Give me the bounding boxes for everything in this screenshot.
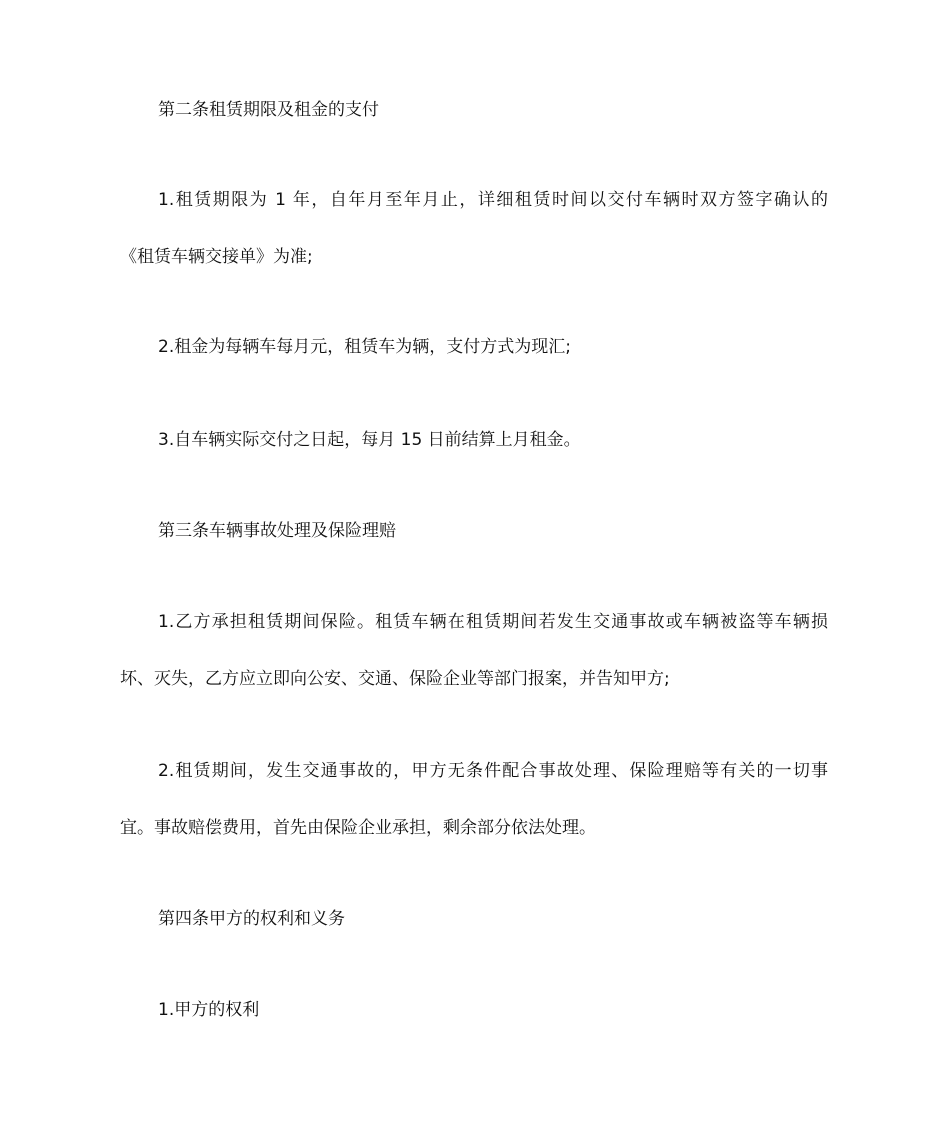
article-2-clause-1-line-1: 1.租赁期限为 1 年，自年月至年月止，详细租赁时间以交付车辆时双方签字确认的 (158, 190, 828, 210)
article-3-clause-2-line-1: 2.租赁期间，发生交通事故的，甲方无条件配合事故处理、保险理赔等有关的一切事 (158, 761, 828, 781)
article-2-clause-3: 3.自车辆实际交付之日起，每月 15 日前结算上月租金。 (158, 430, 581, 450)
article-2-clause-1-line-2: 《租赁车辆交接单》为准; (120, 247, 313, 267)
article-3-clause-2-line-2: 宜。事故赔偿费用，首先由保险企业承担，剩余部分依法处理。 (120, 818, 596, 838)
article-2-heading: 第二条租赁期限及租金的支付 (158, 100, 379, 120)
article-3-heading: 第三条车辆事故处理及保险理赔 (158, 521, 396, 541)
article-4-clause-1: 1.甲方的权利 (158, 1000, 260, 1020)
article-3-clause-1-line-2: 坏、灭失，乙方应立即向公安、交通、保险企业等部门报案，并告知甲方; (120, 669, 670, 689)
article-4-heading: 第四条甲方的权利和义务 (158, 909, 345, 929)
article-3-clause-1-line-1: 1.乙方承担租赁期间保险。租赁车辆在租赁期间若发生交通事故或车辆被盗等车辆损 (158, 612, 828, 632)
article-2-clause-2: 2.租金为每辆车每月元，租赁车为辆，支付方式为现汇; (158, 337, 571, 357)
